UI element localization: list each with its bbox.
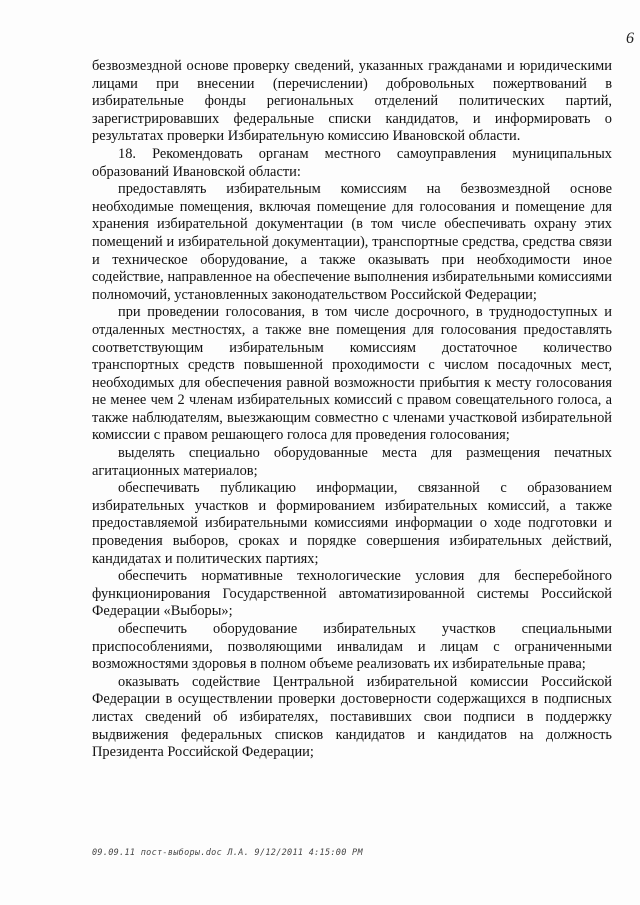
paragraph: предоставлять избирательным комиссиям на безвозмездной основе необходимые помещения, включая помещение для голосования и помещение для хранения избирательной документации (в том числе обеспечивать охрану этих помещений и избирательной документации), транспортные средства, средства связи и техническое оборудование, а также оказывать при необходимости иное содействие, направленное на обеспечение выполнения избирательными комиссиями полномочий, установленных законодательством Российской Федерации; <box>92 181 612 303</box>
page-number: 6 <box>626 30 634 47</box>
paragraph: оказывать содействие Центральной избирательной комиссии Российской Федерации в осуществлении проверки достоверности содержащихся в подписных листах сведений об избирателях, поставивших свои подписи в поддержку выдвижения федеральных списков кандидатов и кандидатов на должность Президента Российской Федерации; <box>92 673 612 761</box>
document-body <box>92 58 612 762</box>
paragraph: безвозмездной основе проверку сведений, указанных гражданами и юридическими лицами при внесении (перечислении) добровольных пожертвований в избирательные фонды региональных отделений политических партий, зарегистрировавших федеральные списки кандидатов, и информировать о результатах проверки Избирательную комиссию Ивановской области. <box>92 58 612 145</box>
paragraph: обеспечивать публикацию информации, связанной с образованием избирательных участков и формированием избирательных комиссий, а также предоставляемой избирательными комиссиями информации о ходе подготовки и проведения выборов, сроках и порядке совершения избирательных действий, кандидатах и политических партиях; <box>92 480 612 567</box>
paragraph: обеспечить нормативные технологические условия для бесперебойного функционирования Государственной автоматизированной системы Российской Федерации «Выборы»; <box>92 568 612 620</box>
paragraph: 18. Рекомендовать органам местного самоуправления муниципальных образований Ивановской области: <box>92 145 612 180</box>
file-footer: 09.09.11 пост-выборы.doc Л.А. 9/12/2011 4:15:00 PM <box>92 848 363 858</box>
paragraph: выделять специально оборудованные места для размещения печатных агитационных материалов; <box>92 445 612 479</box>
paragraph: обеспечить оборудование избирательных участков специальными приспособлениями, позволяющими инвалидам и лицам с ограниченными возможностями здоровья в полном объеме реализовать их избирательные права; <box>92 621 612 673</box>
paragraph: при проведении голосования, в том числе досрочного, в труднодоступных и отдаленных местностях, а также вне помещения для голосования предоставлять соответствующим избирательным комиссиям достаточное количество транспортных средств повышенной проходимости с числом посадочных мест, необходимых для обеспечения равной возможности прибытия к месту голосования не менее чем 2 членам избирательных комиссий с правом совещательного голоса, а также наблюдателям, выезжающим совместно с членами участковой избирательной комиссии с правом решающего голоса для проведения голосования; <box>92 304 612 444</box>
